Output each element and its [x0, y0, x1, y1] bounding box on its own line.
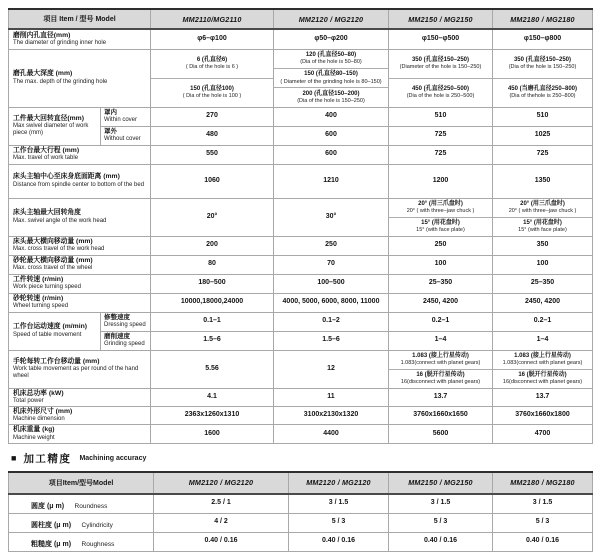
subcell-en: (Dia of thehole is 250–800)	[509, 93, 576, 100]
value-cell: 0.40 / 0.16	[493, 532, 593, 551]
value-cell: 4 / 2	[154, 513, 289, 532]
spec-table	[8, 8, 593, 444]
row-label	[9, 350, 151, 388]
subcell-en: 1.083(connect with planet gears)	[400, 360, 481, 367]
value-cell: 13.7	[389, 388, 493, 406]
value-cell: 25–350	[389, 274, 493, 293]
value-cell: 1200	[389, 164, 493, 198]
value-cell: 0.2–1	[493, 312, 593, 331]
spec-row-power	[9, 388, 593, 406]
spec-header-row	[9, 9, 593, 29]
handwheel-subcell-disconnect	[493, 369, 592, 388]
sub-label-zh: 修整速度	[104, 313, 130, 321]
value-cell: 70	[274, 255, 389, 274]
value-cell: 0.40 / 0.16	[154, 532, 289, 551]
subcell-en: (Diameter of the hole is 150–250)	[399, 64, 482, 71]
value-cell	[151, 49, 274, 107]
subcell-en: ( Dia of the hole is 100 )	[182, 93, 242, 100]
row-label-zh: 机床总功率 (kW)	[13, 389, 64, 397]
depth-subcell	[274, 50, 388, 68]
accuracy-header-model-1: MM2120 / MG2120	[154, 472, 289, 494]
sub-label-zh: 罩外	[104, 127, 117, 135]
sub-label	[101, 126, 151, 145]
value-cell: 3 / 1.5	[493, 494, 593, 514]
accuracy-header-row	[9, 472, 593, 494]
value-cell: 5.56	[151, 350, 274, 388]
row-label-en: Max swivel diameter of work piece (mm)	[13, 123, 89, 137]
subcell-en: 15° (with face plate)	[518, 227, 567, 234]
row-label-zh: 手轮每转工作台移动量 (mm)	[13, 357, 100, 365]
value-cell: 1.5–6	[151, 331, 274, 350]
depth-stack-mm2180	[493, 50, 592, 107]
machining-accuracy-section-title	[11, 451, 592, 466]
row-label-en: Machine dimension	[13, 416, 65, 423]
row-label-zh: 床头主轴中心至床身底面距离 (mm)	[13, 173, 120, 181]
sub-label	[101, 331, 151, 350]
row-label-zh: 床头最大横向移动量 (mm)	[13, 237, 93, 245]
subcell-en: ( Dia of the hole is 6 )	[185, 64, 239, 71]
sub-label-en: Dressing speed	[104, 322, 146, 329]
row-label-en: Max. swivel angle of the work head	[13, 217, 107, 224]
accuracy-header-item: 项目Item/型号Model	[9, 472, 154, 494]
row-label-zh: 工作台运动速度 (m/min)	[13, 323, 88, 331]
value-cell: φ150–φ500	[389, 29, 493, 49]
value-cell: 11	[274, 388, 389, 406]
value-cell: 725	[389, 126, 493, 145]
depth-subcell	[493, 50, 592, 78]
spec-row-swivel-angle	[9, 198, 593, 236]
spec-header-model-mm2120: MM2120 / MG2120	[274, 9, 389, 29]
subcell-en: 15° (with face plate)	[416, 227, 465, 234]
value-cell: 1600	[151, 425, 274, 443]
sub-label-zh: 磨削速度	[104, 332, 130, 340]
value-cell	[274, 49, 389, 107]
subcell-zh: 450 (当磨孔直径250–800)	[507, 85, 578, 92]
row-label-zh: 机床重量 (kg)	[13, 426, 55, 434]
row-label-en: Total power	[13, 397, 44, 404]
angle-subcell-chuck	[389, 199, 492, 217]
subcell-en: 16(disconnect with planet gears)	[502, 379, 583, 386]
row-label	[9, 255, 151, 274]
row-label-zh: 工作台最大行程 (mm)	[13, 146, 80, 154]
value-cell: 250	[389, 236, 493, 255]
depth-subcell	[493, 78, 592, 107]
value-cell: 13.7	[493, 388, 593, 406]
value-cell: 270	[151, 107, 274, 126]
section-title-en: Machining accuracy	[79, 454, 147, 462]
spec-row-depth	[9, 49, 593, 107]
subcell-zh: 15° (用花盘时)	[421, 219, 460, 226]
value-cell: 600	[274, 145, 389, 164]
depth-subcell	[274, 87, 388, 106]
row-label	[9, 198, 151, 236]
spec-row-dimension	[9, 406, 593, 424]
accuracy-header-model-2: MM2120 / MG2120	[289, 472, 389, 494]
value-cell: φ150–φ800	[493, 29, 593, 49]
value-cell: 1210	[274, 164, 389, 198]
value-cell	[493, 198, 593, 236]
handwheel-subcell-connect	[389, 351, 492, 369]
accuracy-header-model-4: MM2180 / MG2180	[493, 472, 593, 494]
row-label-zh: 磨削内孔直径(mm)	[13, 31, 71, 39]
row-label-zh: 磨孔最大深度 (mm)	[13, 70, 73, 78]
row-label	[9, 388, 151, 406]
value-cell: 0.2–1	[389, 312, 493, 331]
row-label	[9, 145, 151, 164]
row-label-zh: 工件最大回转直径(mm)	[13, 114, 84, 122]
row-label-en: Max. cross travel of the work head	[13, 246, 105, 253]
value-cell: 180–500	[151, 274, 274, 293]
value-cell: 4000, 5000, 6000, 8000, 11000	[274, 293, 389, 312]
handwheel-subcell-connect	[493, 351, 592, 369]
row-label-en: Max. cross travel of the wheel	[13, 265, 93, 272]
row-label-en: Distance from spindle center to bottom of the bed	[13, 181, 145, 188]
value-cell: 5600	[389, 425, 493, 443]
angle-stack-mm2180	[493, 199, 592, 236]
value-cell: 5 / 3	[493, 513, 593, 532]
value-cell: 80	[151, 255, 274, 274]
value-cell	[389, 198, 493, 236]
angle-subcell-plate	[493, 217, 592, 236]
spec-row-table-travel	[9, 145, 593, 164]
row-label-zh: 砂轮转速 (r/min)	[13, 294, 64, 302]
subcell-zh: 15° (用花盘时)	[523, 219, 562, 226]
section-title-zh: 加工精度	[23, 452, 72, 465]
value-cell: 1025	[493, 126, 593, 145]
subcell-zh: 1.083 (接上行星传动)	[514, 352, 571, 359]
value-cell	[389, 350, 493, 388]
handwheel-stack-mm2180	[493, 351, 592, 388]
value-cell: 600	[274, 126, 389, 145]
handwheel-stack-mm2150	[389, 351, 492, 388]
subcell-en: 16(disconnect with planet gears)	[400, 379, 481, 386]
value-cell: 0.1–2	[274, 312, 389, 331]
row-label-zh: 圆度 (μ m)	[31, 502, 65, 510]
depth-subcell	[389, 50, 492, 78]
accuracy-header-model-3: MM2150 / MG2150	[389, 472, 493, 494]
value-cell: 725	[389, 145, 493, 164]
row-label	[9, 107, 101, 145]
spec-header-item: 项目 Item / 型号 Model	[9, 9, 151, 29]
spec-row-spindle-distance	[9, 164, 593, 198]
angle-subcell-plate	[389, 217, 492, 236]
row-label-en: Roundness	[74, 502, 108, 510]
subcell-en: 20° ( with three–jaw chuck )	[406, 208, 475, 215]
sub-label-zh: 罩内	[104, 108, 117, 116]
value-cell: 3 / 1.5	[289, 494, 389, 514]
value-cell: 200	[151, 236, 274, 255]
row-label	[9, 29, 151, 49]
value-cell: 100	[389, 255, 493, 274]
spec-row-hand-wheel	[9, 350, 593, 388]
spec-header-model-mm2150: MM2150 / MG2150	[389, 9, 493, 29]
row-label-en: Max. travel of work table	[13, 155, 79, 162]
value-cell: 480	[151, 126, 274, 145]
angle-subcell-chuck	[493, 199, 592, 217]
depth-stack-mm2110	[151, 50, 273, 107]
accuracy-row-cylindricity	[9, 513, 593, 532]
sub-label-en: Grinding speed	[104, 341, 145, 348]
subcell-en: 1.083(connect with planet gears)	[502, 360, 583, 367]
subcell-zh: 1.083 (接上行星传动)	[412, 352, 469, 359]
value-cell	[493, 350, 593, 388]
value-cell: 1–4	[389, 331, 493, 350]
value-cell: 1060	[151, 164, 274, 198]
depth-subcell	[389, 78, 492, 107]
row-label	[9, 532, 154, 551]
value-cell: 510	[389, 107, 493, 126]
value-cell	[493, 49, 593, 107]
subcell-en: (Dia of the hole is 150–250)	[508, 64, 577, 71]
depth-subcell	[151, 78, 273, 107]
accuracy-row-roughness	[9, 532, 593, 551]
value-cell: 2450, 4200	[389, 293, 493, 312]
accuracy-table	[8, 471, 593, 552]
spec-row-swivel-diameter-within	[9, 107, 593, 126]
value-cell: 2.5 / 1	[154, 494, 289, 514]
accuracy-row-roundness	[9, 494, 593, 514]
row-label-en: Speed of table movement	[13, 331, 82, 338]
spec-header-model-mm2110: MM2110/MG2110	[151, 9, 274, 29]
depth-stack-mm2120	[274, 50, 388, 107]
row-label	[9, 293, 151, 312]
value-cell	[389, 49, 493, 107]
angle-stack-mm2150	[389, 199, 492, 236]
spec-row-weight	[9, 425, 593, 443]
row-label-zh: 圆柱度 (μ m)	[31, 521, 72, 529]
row-label-en: The max. depth of the grinding hole	[13, 78, 108, 85]
row-label-en: Work table movement as per round of the hand wheel	[13, 366, 139, 380]
value-cell: 4.1	[151, 388, 274, 406]
value-cell: 25–350	[493, 274, 593, 293]
row-label	[9, 312, 101, 350]
subcell-zh: 16 (脱开行星传动)	[518, 371, 567, 378]
spec-header-model-mm2180: MM2180 / MG2180	[493, 9, 593, 29]
value-cell: 250	[274, 236, 389, 255]
depth-subcell	[274, 68, 388, 87]
value-cell: 12	[274, 350, 389, 388]
value-cell: 1.5–6	[274, 331, 389, 350]
subcell-zh: 20° (用三爪盘时)	[418, 200, 463, 207]
subcell-en: ( Diameter of the grinding hole is 80–150)	[280, 78, 382, 85]
row-label	[9, 406, 151, 424]
row-label-en: Work piece turning speed	[13, 284, 81, 291]
row-label-zh: 床头主轴最大回转角度	[13, 209, 81, 217]
value-cell: 350	[493, 236, 593, 255]
value-cell: 2450, 4200	[493, 293, 593, 312]
value-cell: 0.40 / 0.16	[289, 532, 389, 551]
value-cell: 1–4	[493, 331, 593, 350]
subcell-zh: 200 (孔直径150–200)	[302, 90, 360, 97]
value-cell: 30°	[274, 198, 389, 236]
value-cell: 20°	[151, 198, 274, 236]
value-cell: φ50–φ200	[274, 29, 389, 49]
spec-row-work-speed	[9, 274, 593, 293]
value-cell: 550	[151, 145, 274, 164]
value-cell: 1350	[493, 164, 593, 198]
value-cell: 3760x1660x1800	[493, 406, 593, 424]
depth-stack-mm2150	[389, 50, 492, 107]
row-label	[9, 274, 151, 293]
subcell-en: (Dia of the hole is 250–500)	[406, 93, 475, 100]
value-cell: 3100x2130x1320	[274, 406, 389, 424]
spec-row-dressing-speed	[9, 312, 593, 331]
row-label-zh: 砂轮最大横向移动量 (mm)	[13, 256, 93, 264]
value-cell: 2363x1260x1310	[151, 406, 274, 424]
value-cell: 4400	[274, 425, 389, 443]
row-label-en: Machine weight	[13, 434, 55, 441]
row-label-en: The diameter of grinding inner hole	[13, 40, 107, 47]
sub-label	[101, 312, 151, 331]
row-label-en: Cylindricity	[81, 521, 113, 529]
value-cell: 5 / 3	[289, 513, 389, 532]
row-label	[9, 425, 151, 443]
value-cell: 10000,18000,24000	[151, 293, 274, 312]
subcell-en: 20° ( with three–jaw chuck )	[508, 208, 577, 215]
subcell-en: (Dia of the hole is 50–80)	[300, 59, 362, 66]
row-label	[9, 49, 151, 107]
subcell-en: (Dia of the hole is 150–250)	[297, 98, 365, 105]
sub-label	[101, 107, 151, 126]
sub-label-en: Without cover	[104, 136, 141, 143]
value-cell: 0.1–1	[151, 312, 274, 331]
depth-subcell	[151, 50, 273, 78]
subcell-zh: 350 (孔直径150–250)	[513, 56, 572, 63]
value-cell: 0.40 / 0.16	[389, 532, 493, 551]
sub-label-en: Within cover	[104, 117, 138, 124]
subcell-zh: 16 (脱开行星传动)	[416, 371, 465, 378]
value-cell: 4700	[493, 425, 593, 443]
row-label-zh: 工件转速 (r/min)	[13, 275, 64, 283]
value-cell: 400	[274, 107, 389, 126]
row-label	[9, 513, 154, 532]
value-cell: 100–500	[274, 274, 389, 293]
value-cell: 100	[493, 255, 593, 274]
row-label-en: Wheel turning speed	[13, 303, 69, 310]
spec-row-wheel-speed	[9, 293, 593, 312]
row-label-en: Roughness	[81, 540, 115, 548]
subcell-zh: 6 (孔直径6)	[196, 56, 228, 63]
subcell-zh: 20° (用三爪盘时)	[520, 200, 565, 207]
square-bullet-icon: ■	[11, 452, 17, 463]
value-cell: 3 / 1.5	[389, 494, 493, 514]
value-cell: φ6–φ100	[151, 29, 274, 49]
value-cell: 3760x1660x1650	[389, 406, 493, 424]
subcell-zh: 450 (孔直径250–500)	[411, 85, 470, 92]
spec-row-diameter	[9, 29, 593, 49]
row-label-zh: 机床外形尺寸 (mm)	[13, 407, 73, 415]
subcell-zh: 350 (孔直径150–250)	[411, 56, 470, 63]
spec-row-cross-head	[9, 236, 593, 255]
subcell-zh: 150 (孔直径80–150)	[304, 71, 358, 78]
subcell-zh: 120 (孔直径50–80)	[305, 51, 357, 58]
value-cell: 5 / 3	[389, 513, 493, 532]
value-cell: 725	[493, 145, 593, 164]
row-label	[9, 236, 151, 255]
row-label	[9, 164, 151, 198]
row-label-zh: 粗糙度 (μ m)	[31, 540, 72, 548]
subcell-zh: 150 (孔直径100)	[190, 85, 234, 92]
handwheel-subcell-disconnect	[389, 369, 492, 388]
spec-row-cross-wheel	[9, 255, 593, 274]
row-label	[9, 494, 154, 514]
value-cell: 510	[493, 107, 593, 126]
